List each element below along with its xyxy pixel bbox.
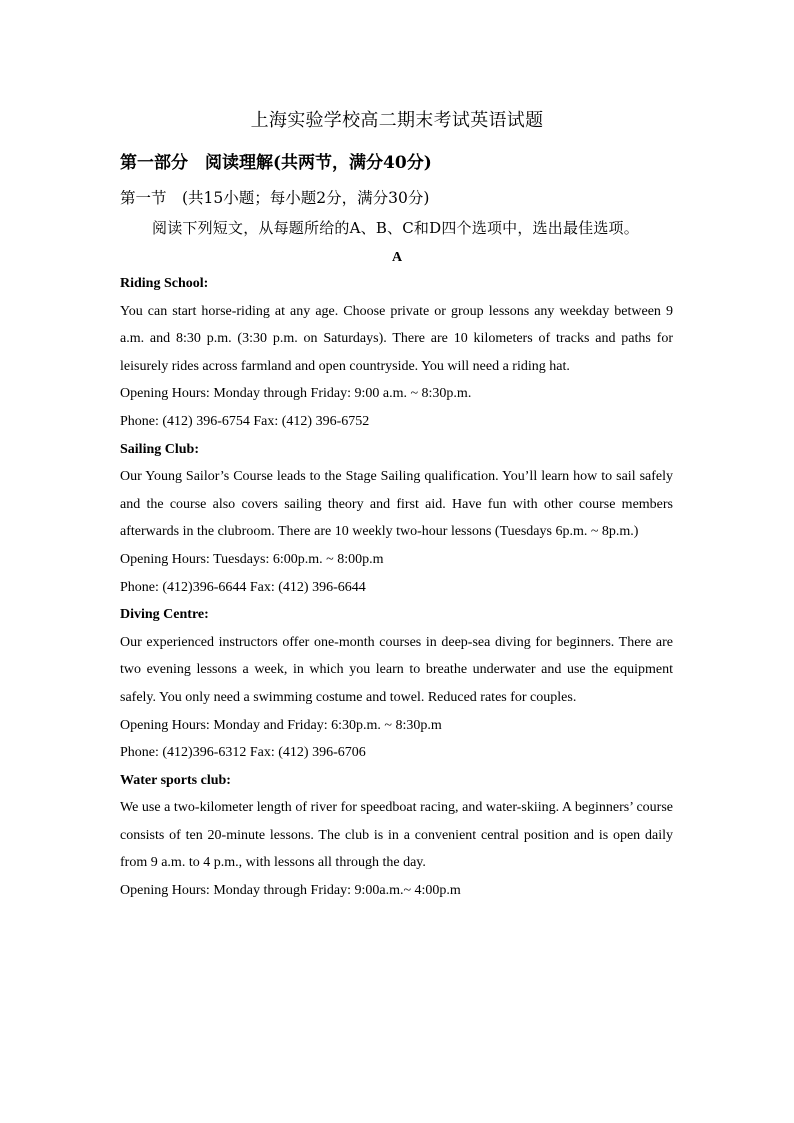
- club-heading: Sailing Club:: [120, 441, 199, 457]
- club-description: Our Young Sailor’s Course leads to the Stage Sailing qualification. You’ll learn how to sail safely and the course also covers sailing theory and first aid. Have fun with other course members afterwards in the clubroom. There are 10 weekly two-hour lessons (Tuesdays 6p.m. ~ 8p.m.): [120, 469, 673, 540]
- club-description: Our experienced instructors offer one-month courses in deep-sea diving for beginners. There are two evening lessons a week, in which you learn to breathe underwater and use the equipment safely. You only need a swimming costume and towel. Reduced rates for couples.: [120, 634, 673, 705]
- contact-phone: Phone: (412)396-6312 Fax: (412) 396-6706: [120, 745, 366, 761]
- opening-hours: Opening Hours: Monday and Friday: 6:30p.m. ~ 8:30p.m: [120, 717, 442, 733]
- passage-label: A: [391, 250, 403, 265]
- opening-hours: Opening Hours: Tuesdays: 6:00p.m. ~ 8:00p.m: [120, 551, 384, 567]
- club-block: [120, 601, 673, 767]
- contact-phone: Phone: (412) 396-6754 Fax: (412) 396-6752: [120, 413, 370, 429]
- club-description: We use a two-kilometer length of river for speedboat racing, and water-skiing. A beginners’ course consists of ten 20-minute lessons. The club is in a convenient central position and is open daily from 9 a.m. to 4 p.m., with lessons all through the day.: [120, 800, 673, 871]
- club-heading: Riding School:: [120, 276, 209, 291]
- club-description: You can start horse-riding at any age. Choose private or group lessons any weekday between 9 a.m. and 8:30 p.m. (3:30 p.m. on Saturdays). There are 10 kilometers of tracks and paths for leisurely rides across farmland and open countryside. You will need a riding hat.: [120, 303, 673, 374]
- club-heading: Diving Centre:: [120, 607, 209, 623]
- club-block: [120, 436, 673, 602]
- passage-content: [120, 270, 673, 905]
- club-block: [120, 767, 673, 905]
- club-heading: Water sports club:: [120, 772, 231, 788]
- opening-hours: Opening Hours: Monday through Friday: 9:00a.m.~ 4:00p.m: [120, 883, 461, 899]
- club-block: [120, 270, 673, 436]
- part-heading: 第一部分 阅读理解(共两节，满分40分): [120, 153, 432, 173]
- section-heading: 第一节 (共15小题；每小题2分，满分30分): [120, 189, 430, 207]
- exam-title: 上海实验学校高二期末考试英语试题: [250, 110, 544, 131]
- contact-phone: Phone: (412)396-6644 Fax: (412) 396-6644: [120, 579, 366, 595]
- opening-hours: Opening Hours: Monday through Friday: 9:00 a.m. ~ 8:30p.m.: [120, 386, 472, 402]
- instruction-text: 阅读下列短文，从每题所给的A、B、C和D四个选项中，选出最佳选项。: [152, 219, 639, 237]
